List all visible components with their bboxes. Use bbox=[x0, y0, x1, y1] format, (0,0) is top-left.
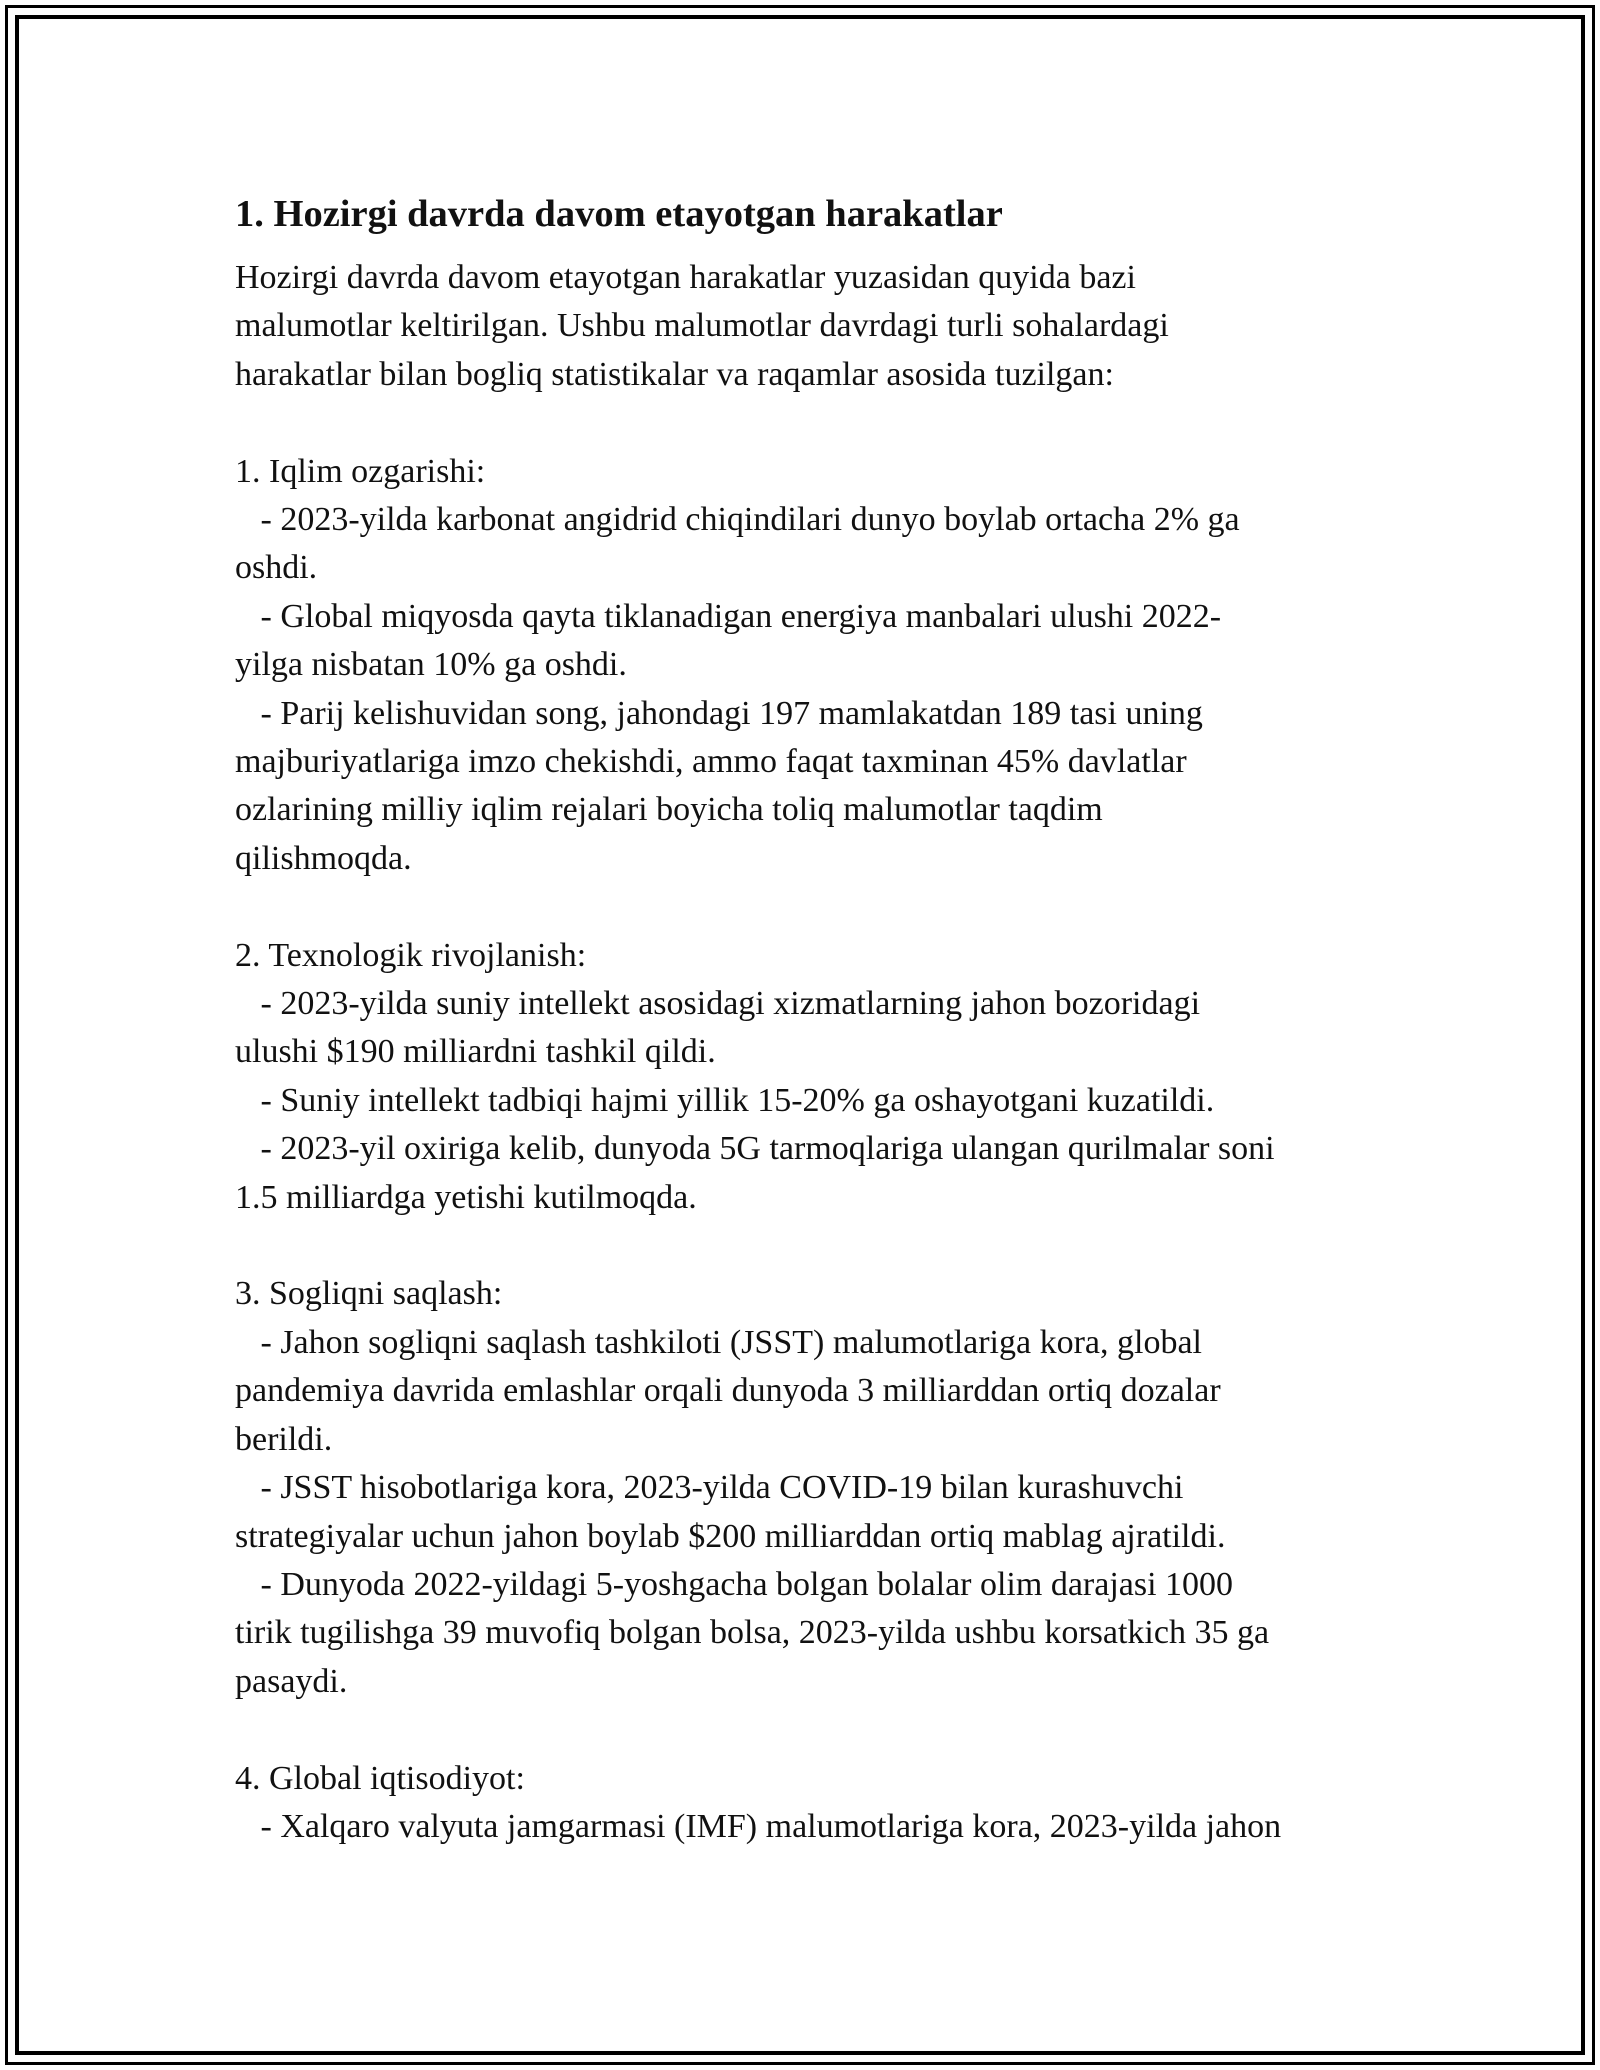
document-text bbox=[235, 254, 1415, 1851]
text-line: pandemiya davrida emlashlar orqali dunyoda 3 milliarddan ortiq dozalar bbox=[235, 1372, 1221, 1410]
text-line: 1.5 milliardga yetishi kutilmoqda. bbox=[235, 1178, 697, 1216]
text-line: - Global miqyosda qayta tiklanadigan energiya manbalari ulushi 2022- bbox=[235, 597, 1222, 635]
blank-line bbox=[235, 883, 1415, 931]
text-line: malumotlar keltirilgan. Ushbu malumotlar davrdagi turli sohalardagi bbox=[235, 307, 1169, 345]
text-line: oshdi. bbox=[235, 549, 318, 587]
text-line: Hozirgi davrda davom etayotgan harakatlar yuzasidan quyida bazi bbox=[235, 259, 1136, 296]
text-line: yilga nisbatan 10% ga oshdi. bbox=[235, 646, 627, 684]
text-line: berildi. bbox=[235, 1420, 333, 1458]
text-line: - Dunyoda 2022-yildagi 5-yoshgacha bolgan bolalar olim darajasi 1000 bbox=[235, 1565, 1234, 1603]
blank-line bbox=[235, 1706, 1415, 1754]
text-line: ozlarining milliy iqlim rejalari boyicha toliq malumotlar taqdim bbox=[235, 791, 1103, 829]
text-line: - Jahon sogliqni saqlash tashkiloti (JSST) malumotlariga kora, global bbox=[235, 1323, 1202, 1361]
text-line: - 2023-yilda karbonat angidrid chiqindilari dunyo boylab ortacha 2% ga bbox=[235, 501, 1240, 539]
blank-line bbox=[235, 399, 1415, 447]
section-heading: 1. Hozirgi davrda davom etayotgan harakatlar bbox=[235, 193, 1003, 235]
text-line: - Suniy intellekt tadbiqi hajmi yillik 15-20% ga oshayotgani kuzatildi. bbox=[235, 1081, 1215, 1119]
text-line: 1. Iqlim ozgarishi: bbox=[235, 452, 486, 490]
text-line: qilishmoqda. bbox=[235, 839, 412, 877]
text-line: ulushi $190 milliardni tashkil qildi. bbox=[235, 1033, 716, 1071]
text-line: tirik tugilishga 39 muvofiq bolgan bolsa, 2023-yilda ushbu korsatkich 35 ga bbox=[235, 1614, 1270, 1652]
text-line: - 2023-yil oxiriga kelib, dunyoda 5G tarmoqlariga ulangan qurilmalar soni bbox=[235, 1130, 1275, 1168]
text-line: strategiyalar uchun jahon boylab $200 milliarddan ortiq mablag ajratildi. bbox=[235, 1517, 1226, 1555]
text-line: 3. Sogliqni saqlash: bbox=[235, 1275, 503, 1313]
text-line: - Xalqaro valyuta jamgarmasi (IMF) malumotlariga kora, 2023-yilda jahon bbox=[235, 1807, 1282, 1845]
blank-line bbox=[235, 1222, 1415, 1270]
text-line: pasaydi. bbox=[235, 1662, 348, 1700]
text-line: majburiyatlariga imzo chekishdi, ammo faqat taxminan 45% davlatlar bbox=[235, 743, 1187, 781]
text-line: 2. Texnologik rivojlanish: bbox=[235, 936, 587, 974]
text-line: 4. Global iqtisodiyot: bbox=[235, 1759, 525, 1797]
text-line: - 2023-yilda suniy intellekt asosidagi xizmatlarning jahon bozoridagi bbox=[235, 985, 1201, 1023]
text-line: - Parij kelishuvidan song, jahondagi 197 mamlakatdan 189 tasi uning bbox=[235, 694, 1203, 732]
document-body bbox=[235, 186, 1415, 1851]
text-line: harakatlar bilan bogliq statistikalar va raqamlar asosida tuzilgan: bbox=[235, 355, 1114, 393]
text-line: - JSST hisobotlariga kora, 2023-yilda COVID-19 bilan kurashuvchi bbox=[235, 1469, 1184, 1507]
